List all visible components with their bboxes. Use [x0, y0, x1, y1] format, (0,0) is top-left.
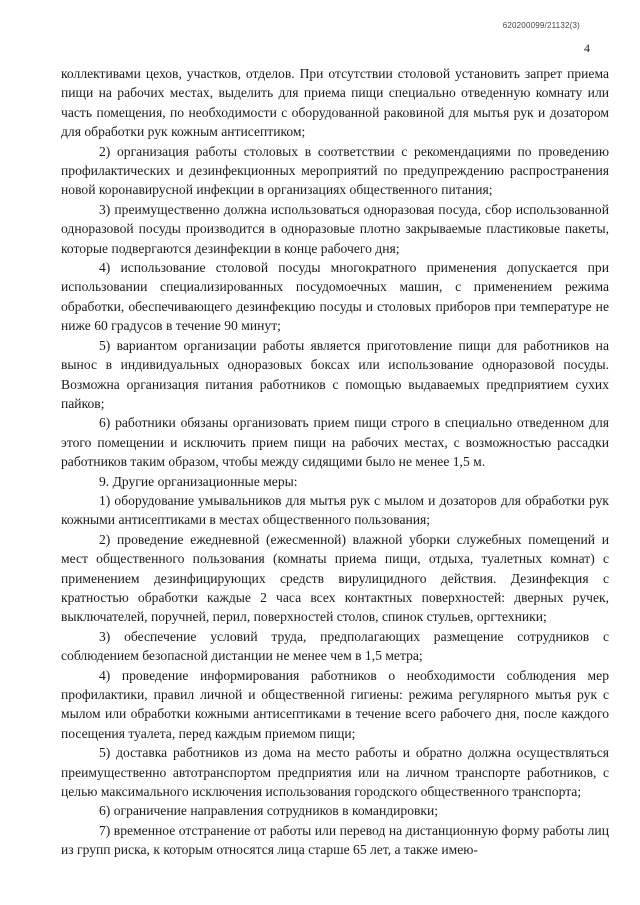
paragraph-item-9-3: 3) обеспечение условий труда, предполагающих размещение сотрудников с соблюдением безопасной дистанции не менее чем в 1,5 метра;: [61, 628, 609, 664]
section-heading-9: 9. Другие организационные меры:: [99, 473, 298, 489]
page-number: 4: [584, 41, 590, 55]
paragraph-item-9-1: 1) оборудование умывальников для мытья рук с мылом и дозаторов для обработки рук кожными антисептиками в местах общественного пользования;: [61, 492, 609, 528]
paragraph-item-9-6: 6) ограничение направления сотрудников в командировки;: [99, 803, 439, 819]
paragraph-item-9-5: 5) доставка работников из дома на место работы и обратно должна осуществляться преимущественно автотранспортом предприятия или на личном транспорте работников, с целью максимального исключения использования городского общественного транспорта;: [61, 745, 609, 800]
paragraph-item-2: 2) организация работы столовых в соответствии с рекомендациями по проведению профилактических и дезинфекционных мероприятий по предупреждению распространения новой коронавирусной инфекции в организациях общественного питания;: [61, 143, 609, 198]
document-id: 620200099/21132(3): [502, 21, 580, 30]
document-body: [61, 64, 609, 860]
paragraph-item-4: 4) использование столовой посуды многократного применения допускается при использовании специализированных посудомоечных машин, с применением режима обработки, обеспечивающего дезинфекцию посуды и столовых приборов при температуре не ниже 60 градусов в течение 90 минут;: [61, 260, 609, 334]
paragraph-item-3: 3) преимущественно должна использоваться одноразовая посуда, сбор использованной одноразовой посуды производится в одноразовые плотно закрываемые пластиковые пакеты, которые подвергаются дезинфекции в конце рабочего дня;: [61, 201, 609, 256]
paragraph-item-9-4: 4) проведение информирования работников о необходимости соблюдения мер профилактики, правил личной и общественной гигиены: режима регулярного мытья рук с мылом или обработки кожными антисептиками в течение всего рабочего дня, после каждого посещения туалета, перед каждым приемом пищи;: [61, 667, 609, 741]
paragraph-continuation: коллективами цехов, участков, отделов. При отсутствии столовой установить запрет приема пищи на рабочих местах, выделить для приема пищи специально отведенную комнату или часть помещения, по необходимости с оборудованной раковиной для мытья рук и дозатором для обработки рук кожным антисептиком;: [61, 66, 609, 140]
paragraph-item-6: 6) работники обязаны организовать прием пищи строго в специально отведенном для этого помещении и исключить прием пищи на рабочих местах, с возможностью рассадки работников таким образом, чтобы между сидящими было не менее 1,5 м.: [61, 415, 609, 470]
paragraph-item-9-2: 2) проведение ежедневной (ежесменной) влажной уборки служебных помещений и мест общественного пользования (комнаты приема пищи, отдыха, туалетных комнат) с применением дезинфицирующих средств вирулицидного действия. Дезинфекция с кратностью обработки каждые 2 часа всех контактных поверхностей: дверных ручек, выключателей, поручней, перил, поверхностей столов, спинок стульев, оргтехники;: [61, 531, 609, 625]
paragraph-item-5: 5) вариантом организации работы является приготовление пищи для работников на вынос в индивидуальных одноразовых боксах или использование одноразовой посуды. Возможна организация питания работников с помощью выдаваемых предприятием сухих пайков;: [61, 337, 609, 411]
paragraph-item-9-7: 7) временное отстранение от работы или перевод на дистанционную форму работы лиц из групп риска, к которым относятся лица старше 65 лет, а также имею-: [61, 822, 609, 858]
